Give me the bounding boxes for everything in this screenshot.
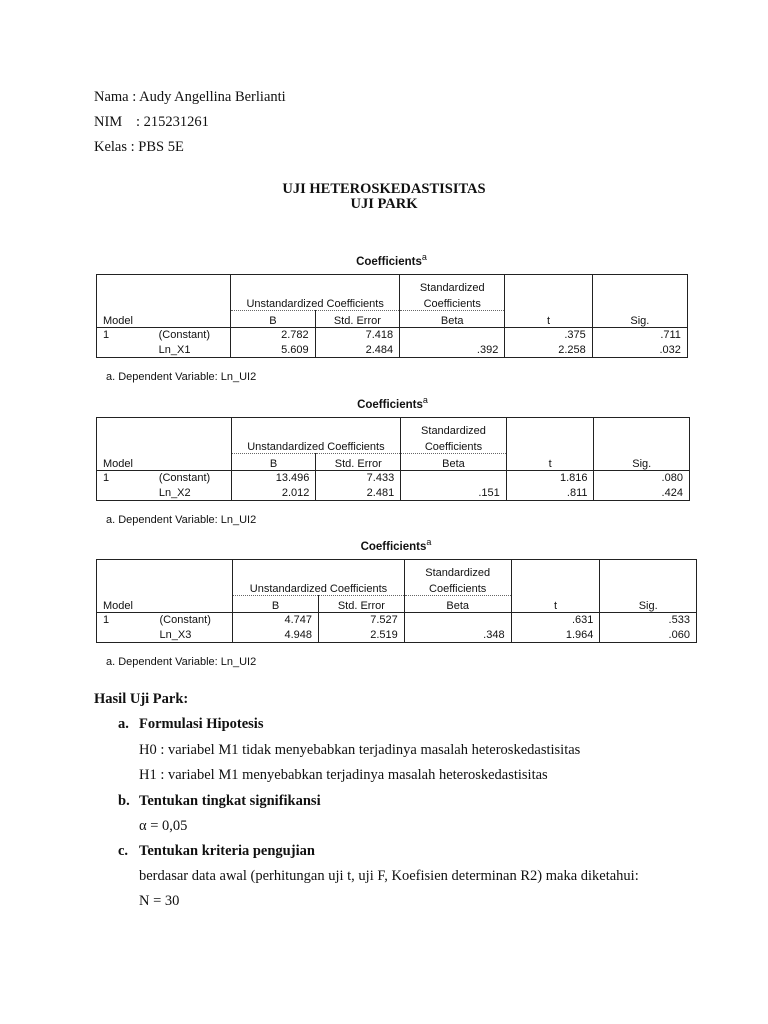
header-b: B <box>233 596 319 613</box>
header-coefficients: Coefficients <box>400 294 505 311</box>
student-name: Nama : Audy Angellina Berlianti <box>94 89 286 105</box>
cell-std-error: 2.484 <box>315 343 400 358</box>
table-footnote: a. Dependent Variable: Ln_UI2 <box>106 656 257 668</box>
header-coefficients: Coefficients <box>401 437 507 454</box>
cell-beta: .348 <box>404 628 511 643</box>
header-beta: Beta <box>401 454 507 471</box>
header-sig: Sig. <box>600 596 697 613</box>
header-t: t <box>511 596 600 613</box>
student-nim-label: NIM <box>94 114 123 130</box>
cell-t: 1.964 <box>511 628 600 643</box>
hypothesis-h0: H0 : variabel M1 tidak menyebabkan terjadinya masalah heteroskedastisitas <box>139 742 581 758</box>
header-model: Model <box>97 596 233 613</box>
cell-sig: .032 <box>592 343 687 358</box>
cell-beta <box>404 613 511 628</box>
alpha-value: α = 0,05 <box>139 818 188 834</box>
cell-b: 2.782 <box>231 328 316 343</box>
item-a-title: Formulasi Hipotesis <box>139 716 264 732</box>
table-title: Coefficients$^a$ <box>360 537 432 553</box>
coefficients-grid <box>96 559 697 643</box>
cell-variable: (Constant) <box>153 471 231 486</box>
cell-sig: .060 <box>600 628 697 643</box>
header-t: t <box>505 311 592 328</box>
cell-b: 4.948 <box>233 628 319 643</box>
page-subtitle: UJI PARK <box>350 196 418 212</box>
cell-variable: Ln_X2 <box>153 486 231 501</box>
cell-std-error: 7.527 <box>318 613 404 628</box>
table-row <box>97 486 690 501</box>
cell-sig: .080 <box>594 471 689 486</box>
table-row <box>97 628 697 643</box>
header-unstandardized: Unstandardized Coefficients <box>231 294 400 311</box>
table-row <box>97 343 688 358</box>
cell-std-error: 7.418 <box>315 328 400 343</box>
header-beta: Beta <box>400 311 505 328</box>
coefficients-table-1 <box>96 252 687 383</box>
cell-b: 13.496 <box>231 471 316 486</box>
coefficients-table-3 <box>96 537 696 668</box>
table-title: Coefficients$^a$ <box>356 252 427 268</box>
item-c-label: c. <box>118 843 129 859</box>
cell-beta: .392 <box>400 343 505 358</box>
cell-model: 1 <box>97 328 153 343</box>
header-std-error: Std. Error <box>316 454 401 471</box>
cell-variable: (Constant) <box>154 613 233 628</box>
header-unstandardized: Unstandardized Coefficients <box>231 437 401 454</box>
header-t: t <box>506 454 594 471</box>
table-row <box>97 328 688 343</box>
cell-t: 1.816 <box>506 471 594 486</box>
item-c-title: Tentukan kriteria pengujian <box>139 843 315 859</box>
student-nim: : 215231261 <box>136 114 209 130</box>
cell-sig: .711 <box>592 328 687 343</box>
header-b: B <box>231 311 316 328</box>
coefficients-grid <box>96 274 688 358</box>
table-row <box>97 613 697 628</box>
header-coefficients: Coefficients <box>404 579 511 596</box>
cell-beta <box>401 471 507 486</box>
header-standardized: Standardized <box>400 275 505 294</box>
cell-model: 1 <box>97 471 153 486</box>
cell-t: .631 <box>511 613 600 628</box>
cell-b: 5.609 <box>231 343 316 358</box>
header-standardized: Standardized <box>401 418 507 437</box>
header-model: Model <box>97 454 232 471</box>
table-footnote: a. Dependent Variable: Ln_UI2 <box>106 371 257 383</box>
sample-size: N = 30 <box>139 893 180 909</box>
header-std-error: Std. Error <box>318 596 404 613</box>
coefficients-table-2 <box>96 395 689 526</box>
criteria-text: berdasar data awal (perhitungan uji t, uji F, Koefisien determinan R2) maka diketahui: <box>139 868 639 884</box>
header-sig: Sig. <box>592 311 687 328</box>
cell-sig: .533 <box>600 613 697 628</box>
hypothesis-h1: H1 : variabel M1 menyebabkan terjadinya masalah heteroskedastisitas <box>139 767 548 783</box>
item-a-label: a. <box>118 716 129 732</box>
cell-std-error: 7.433 <box>316 471 401 486</box>
header-std-error: Std. Error <box>315 311 400 328</box>
cell-model <box>97 628 154 643</box>
item-b-title: Tentukan tingkat signifikansi <box>139 793 321 809</box>
cell-std-error: 2.519 <box>318 628 404 643</box>
student-class: Kelas : PBS 5E <box>94 139 184 155</box>
item-b-label: b. <box>118 793 130 809</box>
cell-t: 2.258 <box>505 343 592 358</box>
cell-sig: .424 <box>594 486 689 501</box>
cell-variable: Ln_X1 <box>153 343 231 358</box>
table-footnote: a. Dependent Variable: Ln_UI2 <box>106 514 257 526</box>
header-model: Model <box>97 311 231 328</box>
cell-beta: .151 <box>401 486 507 501</box>
cell-t: .811 <box>506 486 594 501</box>
cell-variable: (Constant) <box>153 328 231 343</box>
cell-t: .375 <box>505 328 592 343</box>
hasil-heading: Hasil Uji Park: <box>94 691 189 707</box>
header-b: B <box>231 454 316 471</box>
header-standardized: Standardized <box>404 560 511 579</box>
cell-model <box>97 486 153 501</box>
cell-std-error: 2.481 <box>316 486 401 501</box>
header-beta: Beta <box>404 596 511 613</box>
page-title: UJI HETEROSKEDASTISITAS <box>282 181 486 197</box>
cell-model <box>97 343 153 358</box>
cell-b: 2.012 <box>231 486 316 501</box>
table-title: Coefficients$^a$ <box>357 395 428 411</box>
table-row <box>97 471 690 486</box>
header-sig: Sig. <box>594 454 689 471</box>
cell-model: 1 <box>97 613 154 628</box>
header-unstandardized: Unstandardized Coefficients <box>233 579 405 596</box>
cell-beta <box>400 328 505 343</box>
coefficients-grid <box>96 417 690 501</box>
cell-b: 4.747 <box>233 613 319 628</box>
cell-variable: Ln_X3 <box>154 628 233 643</box>
